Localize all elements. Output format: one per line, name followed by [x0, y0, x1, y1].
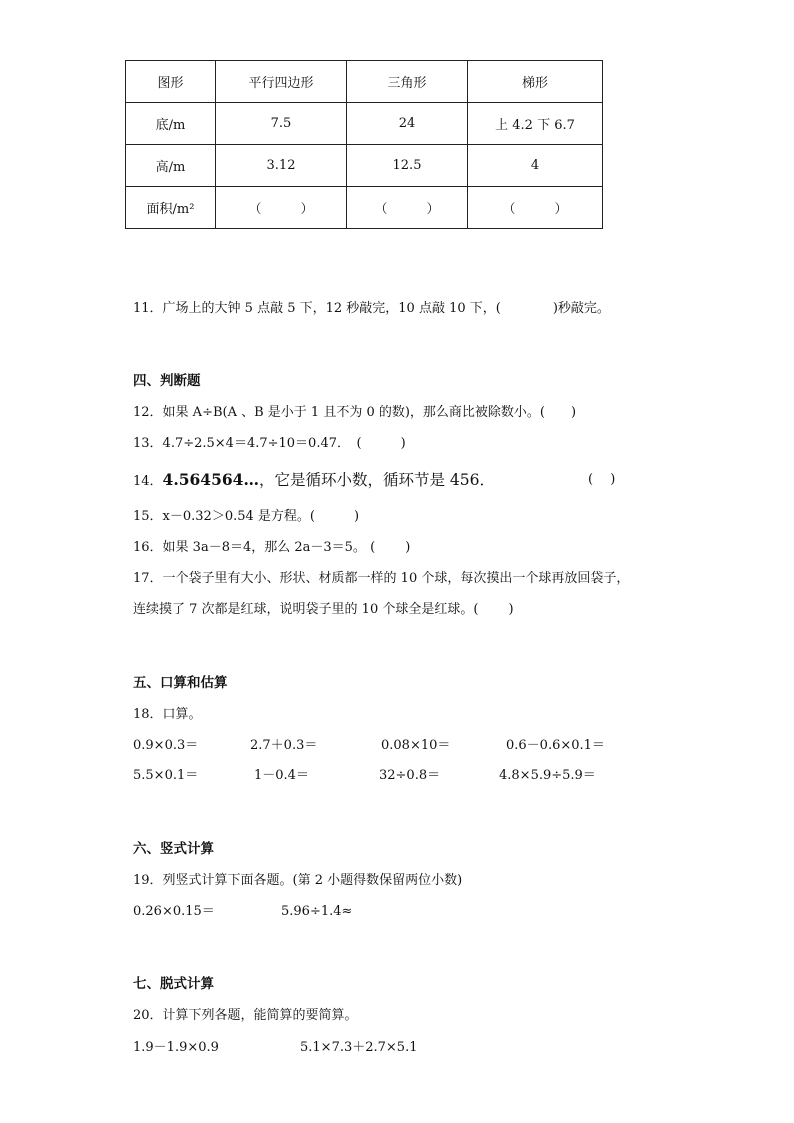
oral-problem: 2.7＋0.3＝: [250, 738, 318, 753]
repeating-decimal: 4.564564…: [162, 470, 259, 489]
table-cell: 24: [347, 103, 468, 145]
section-heading-vertical: 六、竖式计算: [133, 841, 214, 857]
table-cell: 图形: [126, 61, 216, 103]
table-row: [126, 187, 603, 229]
table-row: [126, 103, 603, 145]
table-cell: 3.12: [216, 145, 347, 187]
oral-problem: 4.8×5.9÷5.9＝: [499, 768, 596, 783]
table-cell: 12.5: [347, 145, 468, 187]
table-cell: 三角形: [347, 61, 468, 103]
answer-blank[interactable]: （ ）: [347, 187, 468, 229]
question-17-line1: 17．一个袋子里有大小、形状、材质都一样的 10 个球，每次摸出一个球再放回袋子，: [133, 571, 630, 586]
section-heading-stepwise: 七、脱式计算: [133, 976, 214, 992]
oral-problem: 32÷0.8＝: [379, 768, 441, 783]
question-15: 15．x－0.32＞0.54 是方程。( ): [133, 509, 360, 524]
question-16: 16．如果 3a－8＝4，那么 2a－3＝5。 ( ): [133, 540, 411, 555]
vertical-problem: 0.26×0.15＝: [133, 904, 215, 919]
question-18: 18．口算。: [133, 707, 202, 722]
table-cell: 面积/m²: [126, 187, 216, 229]
answer-paren[interactable]: ( ): [588, 472, 616, 487]
vertical-problem: 5.96÷1.4≈: [281, 904, 353, 919]
answer-blank[interactable]: （ ）: [216, 187, 347, 229]
stepwise-problem: 5.1×7.3＋2.7×5.1: [300, 1040, 418, 1055]
question-13: 13．4.7÷2.5×4＝4.7÷10＝0.47． ( ): [133, 436, 406, 451]
oral-problem: 0.9×0.3＝: [133, 738, 199, 753]
table-cell: 4: [468, 145, 603, 187]
stepwise-problem: 1.9－1.9×0.9: [133, 1040, 219, 1055]
table-row: [126, 145, 603, 187]
section-heading-judgment: 四、判断题: [133, 373, 201, 389]
table-cell: 平行四边形: [216, 61, 347, 103]
question-text: ，它是循环小数，循环节是 456．: [258, 471, 495, 489]
oral-problem: 1－0.4＝: [254, 768, 309, 783]
table-cell: 上 4.2 下 6.7: [468, 103, 603, 145]
table-cell: 梯形: [468, 61, 603, 103]
question-12: 12．如果 A÷B(A 、B 是小于 1 且不为 0 的数)，那么商比被除数小。( ): [133, 405, 577, 420]
oral-problem: 0.6－0.6×0.1＝: [506, 738, 605, 753]
table-cell: 高/m: [126, 145, 216, 187]
question-14: [133, 468, 495, 490]
question-number: 14．: [133, 474, 163, 489]
question-11: 11．广场上的大钟 5 点敲 5 下，12 秒敲完，10 点敲 10 下，( )秒敲完。: [133, 301, 610, 316]
area-table: [125, 60, 603, 229]
table-cell: 7.5: [216, 103, 347, 145]
question-17-line2: 连续摸了 7 次都是红球，说明袋子里的 10 个球全是红球。( ): [133, 602, 514, 617]
table-header-row: [126, 61, 603, 103]
section-heading-oral: 五、口算和估算: [133, 675, 228, 691]
oral-problem: 0.08×10＝: [381, 738, 451, 753]
question-19: 19．列竖式计算下面各题。(第 2 小题得数保留两位小数): [133, 873, 463, 888]
answer-blank[interactable]: （ ）: [468, 187, 603, 229]
oral-problem: 5.5×0.1＝: [133, 768, 199, 783]
table-cell: 底/m: [126, 103, 216, 145]
question-20: 20．计算下列各题，能简算的要简算。: [133, 1008, 358, 1023]
